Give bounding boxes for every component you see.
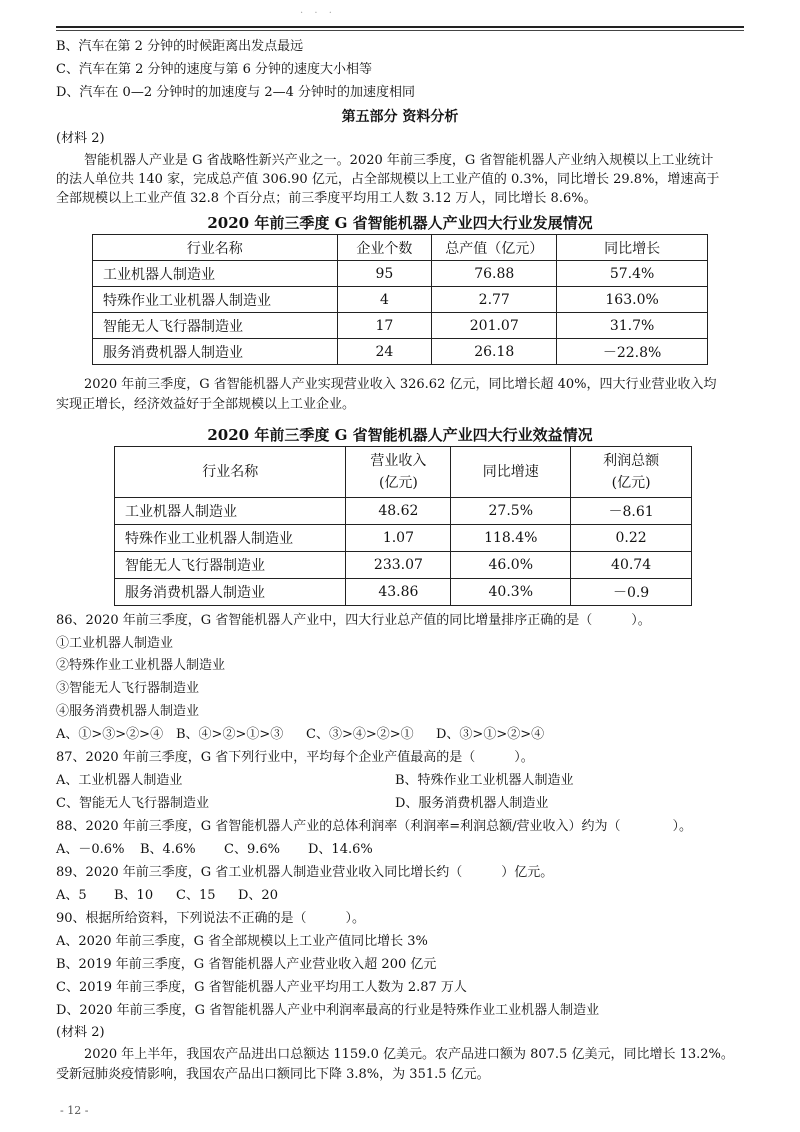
table-row — [115, 579, 692, 606]
growth-rate: 46.0% — [451, 552, 571, 579]
total-profit: 0.22 — [571, 525, 692, 552]
answer-option[interactable]: C、2019 年前三季度，G 省智能机器人产业平均用工人数为 2.87 万人 — [56, 980, 467, 995]
growth-rate: 40.3% — [451, 579, 571, 606]
answer-option[interactable]: D、20 — [238, 888, 278, 903]
q86-item: ④服务消费机器人制造业 — [56, 704, 200, 719]
answer-option[interactable]: A、－0.6% — [56, 842, 125, 857]
question-90-stem: 90、根据所给资料，下列说法不正确的是（ ）。 — [56, 911, 366, 926]
industry-name: 工业机器人制造业 — [93, 261, 338, 287]
industry-name: 工业机器人制造业 — [115, 498, 346, 525]
col-header: 同比增速 — [451, 447, 571, 498]
question-86-stem: 86、2020 年前三季度，G 省智能机器人产业中，四大行业总产值的同比增量排序正确的是（ ）。 — [56, 613, 651, 628]
industry-name: 特殊作业工业机器人制造业 — [93, 287, 338, 313]
industry-name: 特殊作业工业机器人制造业 — [115, 525, 346, 552]
answer-option[interactable]: D、14.6% — [308, 842, 373, 857]
answer-option[interactable]: A、2020 年前三季度，G 省全部规模以上工业产值同比增长 3% — [56, 934, 428, 949]
output-value: 201.07 — [432, 313, 557, 339]
development-table — [92, 234, 708, 365]
material-para-line: 受新冠肺炎疫情影响，我国农产品出口额同比下降 3.8%，为 351.5 亿元。 — [56, 1067, 490, 1082]
section-title: 第五部分 资料分析 — [341, 109, 459, 125]
table-row — [93, 339, 708, 365]
material-para-line: 实现正增长，经济效益好于全部规模以上工业企业。 — [56, 397, 356, 412]
growth-rate: 27.5% — [451, 498, 571, 525]
table-row — [93, 287, 708, 313]
col-header — [571, 447, 692, 498]
total-profit: －0.9 — [571, 579, 692, 606]
efficiency-table — [114, 446, 692, 606]
table-header-row — [93, 235, 708, 261]
col-header — [346, 447, 451, 498]
table-row — [93, 261, 708, 287]
table-row — [93, 313, 708, 339]
yoy-growth: 57.4% — [557, 261, 708, 287]
answer-option[interactable]: B、2019 年前三季度，G 省智能机器人产业营业收入超 200 亿元 — [56, 957, 437, 972]
table-row — [115, 552, 692, 579]
prev-option-b: B、汽车在第 2 分钟的时候距离出发点最远 — [56, 39, 304, 54]
col-header-unit: (亿元) — [611, 475, 651, 491]
answer-option[interactable]: B、④>②>①>③ — [176, 727, 284, 742]
answer-option[interactable]: D、服务消费机器人制造业 — [395, 796, 549, 811]
answer-option[interactable]: A、①>③>②>④ — [56, 727, 164, 742]
q86-item: ②特殊作业工业机器人制造业 — [56, 658, 226, 673]
q89-options — [56, 887, 278, 905]
yoy-growth: 163.0% — [557, 287, 708, 313]
q86-item: ③智能无人飞行器制造业 — [56, 681, 200, 696]
output-value: 26.18 — [432, 339, 557, 365]
table2-title: 2020 年前三季度 G 省智能机器人产业四大行业效益情况 — [207, 426, 593, 444]
answer-option[interactable]: C、智能无人飞行器制造业 — [56, 796, 209, 811]
answer-option[interactable]: C、15 — [176, 888, 216, 903]
answer-option[interactable]: C、9.6% — [224, 842, 280, 857]
prev-option-c: C、汽车在第 2 分钟的速度与第 6 分钟的速度大小相等 — [56, 62, 373, 77]
material-label: (材料 2) — [56, 131, 105, 146]
material-para-line: 2020 年上半年，我国农产品进出口总额达 1159.0 亿美元。农产品进口额为 807.5 亿美元，同比增长 13.2%。 — [84, 1047, 734, 1062]
header-mark: · · · — [300, 8, 336, 19]
question-87-stem: 87、2020 年前三季度，G 省下列行业中，平均每个企业产值最高的是（ ）。 — [56, 750, 534, 765]
answer-option[interactable]: B、10 — [114, 888, 154, 903]
material-label: (材料 2) — [56, 1025, 105, 1040]
q86-options — [56, 726, 544, 744]
revenue: 48.62 — [346, 498, 451, 525]
q88-options — [56, 841, 373, 859]
material-para-line: 的法人单位共 140 家，完成总产值 306.90 亿元，占全部规模以上工业产值的 0.3%，同比增长 29.8%，增速高于 — [56, 172, 720, 187]
revenue: 43.86 — [346, 579, 451, 606]
total-profit: 40.74 — [571, 552, 692, 579]
header-rule-thin — [56, 30, 744, 31]
page-number: - 12 - — [60, 1104, 89, 1117]
question-88-stem: 88、2020 年前三季度，G 省智能机器人产业的总体利润率（利润率=利润总额/营业收入）约为（ ）。 — [56, 819, 693, 834]
table1-title: 2020 年前三季度 G 省智能机器人产业四大行业发展情况 — [207, 214, 593, 232]
table-row — [115, 498, 692, 525]
output-value: 76.88 — [432, 261, 557, 287]
answer-option[interactable]: A、5 — [56, 888, 87, 903]
material-para-line: 智能机器人产业是 G 省战略性新兴产业之一。2020 年前三季度，G 省智能机器人产业纳入规模以上工业统计 — [84, 153, 714, 168]
answer-option[interactable]: A、工业机器人制造业 — [56, 773, 183, 788]
total-profit: －8.61 — [571, 498, 692, 525]
company-count: 17 — [337, 313, 432, 339]
answer-option[interactable]: B、4.6% — [140, 842, 196, 857]
col-header: 行业名称 — [115, 447, 346, 498]
growth-rate: 118.4% — [451, 525, 571, 552]
col-header-line: 营业收入 — [370, 453, 427, 469]
company-count: 24 — [337, 339, 432, 365]
answer-option[interactable]: C、③>④>②>① — [306, 727, 414, 742]
col-header-unit: (亿元) — [378, 475, 418, 491]
industry-name: 服务消费机器人制造业 — [115, 579, 346, 606]
industry-name: 服务消费机器人制造业 — [93, 339, 338, 365]
company-count: 4 — [337, 287, 432, 313]
industry-name: 智能无人飞行器制造业 — [93, 313, 338, 339]
col-header: 总产值（亿元） — [432, 235, 557, 261]
question-89-stem: 89、2020 年前三季度，G 省工业机器人制造业营业收入同比增长约（ ）亿元。 — [56, 865, 554, 880]
table-header-row — [115, 447, 692, 498]
material-para-line: 2020 年前三季度，G 省智能机器人产业实现营业收入 326.62 亿元，同比增长超 40%，四大行业营业收入均 — [84, 377, 717, 392]
industry-name: 智能无人飞行器制造业 — [115, 552, 346, 579]
answer-option[interactable]: D、③>①>②>④ — [436, 727, 545, 742]
company-count: 95 — [337, 261, 432, 287]
table-row — [115, 525, 692, 552]
col-header: 企业个数 — [337, 235, 432, 261]
answer-option[interactable]: B、特殊作业工业机器人制造业 — [395, 773, 574, 788]
header-rule — [56, 26, 744, 28]
yoy-growth: －22.8% — [557, 339, 708, 365]
answer-option[interactable]: D、2020 年前三季度，G 省智能机器人产业中利润率最高的行业是特殊作业工业机器人制造业 — [56, 1003, 600, 1018]
col-header: 同比增长 — [557, 235, 708, 261]
q86-item: ①工业机器人制造业 — [56, 636, 174, 651]
revenue: 233.07 — [346, 552, 451, 579]
yoy-growth: 31.7% — [557, 313, 708, 339]
col-header: 行业名称 — [93, 235, 338, 261]
revenue: 1.07 — [346, 525, 451, 552]
material-para-line: 全部规模以上工业产值 32.8 个百分点；前三季度平均用工人数 3.12 万人，同比增长 8.6%。 — [56, 191, 597, 206]
prev-option-d: D、汽车在 0—2 分钟时的加速度与 2—4 分钟时的加速度相同 — [56, 85, 416, 100]
output-value: 2.77 — [432, 287, 557, 313]
col-header-line: 利润总额 — [603, 453, 660, 469]
